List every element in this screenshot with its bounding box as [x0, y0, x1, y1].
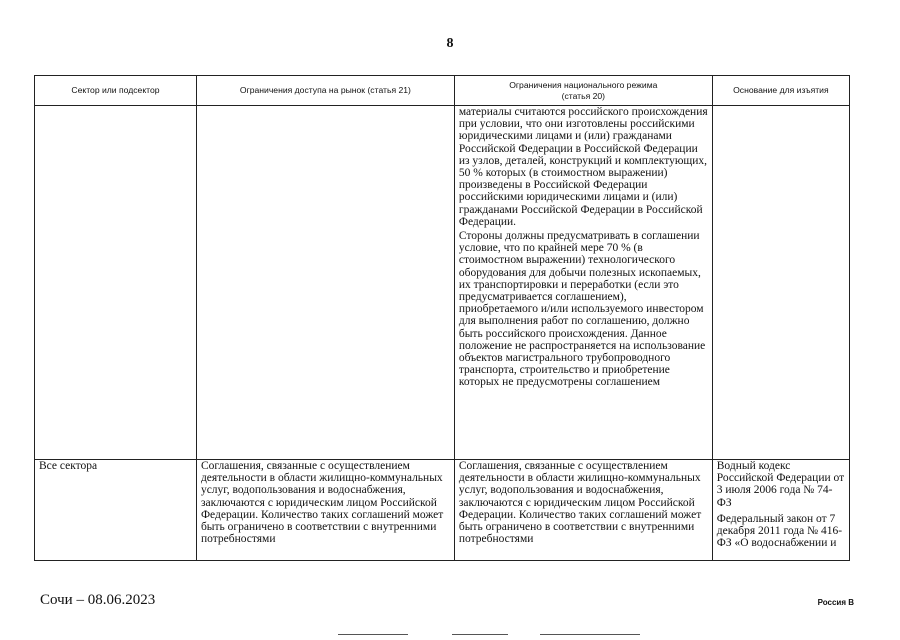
cell-basis	[712, 106, 849, 460]
header-basis: Основание для изъятия	[712, 76, 849, 106]
legal-basis-item: Федеральный закон от 7 декабря 2011 года № 416-ФЗ «О водоснабжении и	[716, 512, 843, 550]
legal-basis-item: Водный кодекс Российской Федерации от 3 июля 2006 года № 74-ФЗ	[716, 460, 845, 509]
footer-place-date: Сочи – 08.06.2023	[40, 592, 156, 608]
header-national-regime	[454, 76, 712, 106]
table-row-all-sectors	[35, 460, 850, 561]
reservations-table	[34, 75, 850, 561]
page-number: 8	[446, 36, 454, 51]
table-header-row	[35, 76, 850, 106]
cell-national-regime: Соглашения, связанные с осуществлением деятельности в области жилищно-коммунальных услуг, водопользования и водоснабжения, заключаются с юридическим лицом Российской Федерации. Количество таких соглашений может быть ограничено в соответствии с внутренними потребностями	[454, 460, 712, 561]
header-national-regime-article: (статья 20)	[561, 90, 606, 101]
table-row-continuation	[35, 106, 850, 460]
header-market-access: Ограничения доступа на рынок (статья 21)	[196, 76, 454, 106]
cell-market-access: Соглашения, связанные с осуществлением деятельности в области жилищно-коммунальных услуг, водопользования и водоснабжения, заключаются с юридическим лицом Российской Федерации. Количество таких соглашений может быть ограничено в соответствии с внутренними потребностями	[196, 460, 454, 561]
scan-artifact-marks	[0, 630, 900, 640]
cell-sector: Все сектора	[35, 460, 197, 561]
national-regime-paragraph: материалы считаются российского происхождения при условии, что они изготовлены российскими юридическими лицами и (или) гражданами Российской Федерации в Российской Федерации из узлов, деталей, конструкций и комплектующих, 50 % которых (в стоимостном выражении) произведены в Российской Федерации российскими юридическими лицами и (или) гражданами Российской Федерации в Российской Федерации.	[458, 106, 708, 228]
national-regime-paragraph: Стороны должны предусматривать в соглашении условие, что по крайней мере 70 % (в стоимостном выражении) технологического оборудования для добычи полезных ископаемых, их транспортировки и переработки (если это предусматривается соглашением), приобретаемого и/или используемого инвестором для выполнения работ по соглашению, должно быть российского происхождения. Данное положение не распространяется на использование объектов магистрального трубопроводного транспорта, строительство и приобретение которых не предусмотрены соглашением	[458, 230, 706, 389]
footer-country: Россия В	[817, 598, 854, 607]
cell-national-regime	[454, 106, 712, 460]
cell-market-access	[196, 106, 454, 460]
header-national-regime-title: Ограничения национального режима	[509, 79, 658, 90]
cell-basis	[712, 460, 849, 561]
header-sector: Сектор или подсектор	[35, 76, 197, 106]
cell-sector	[35, 106, 197, 460]
